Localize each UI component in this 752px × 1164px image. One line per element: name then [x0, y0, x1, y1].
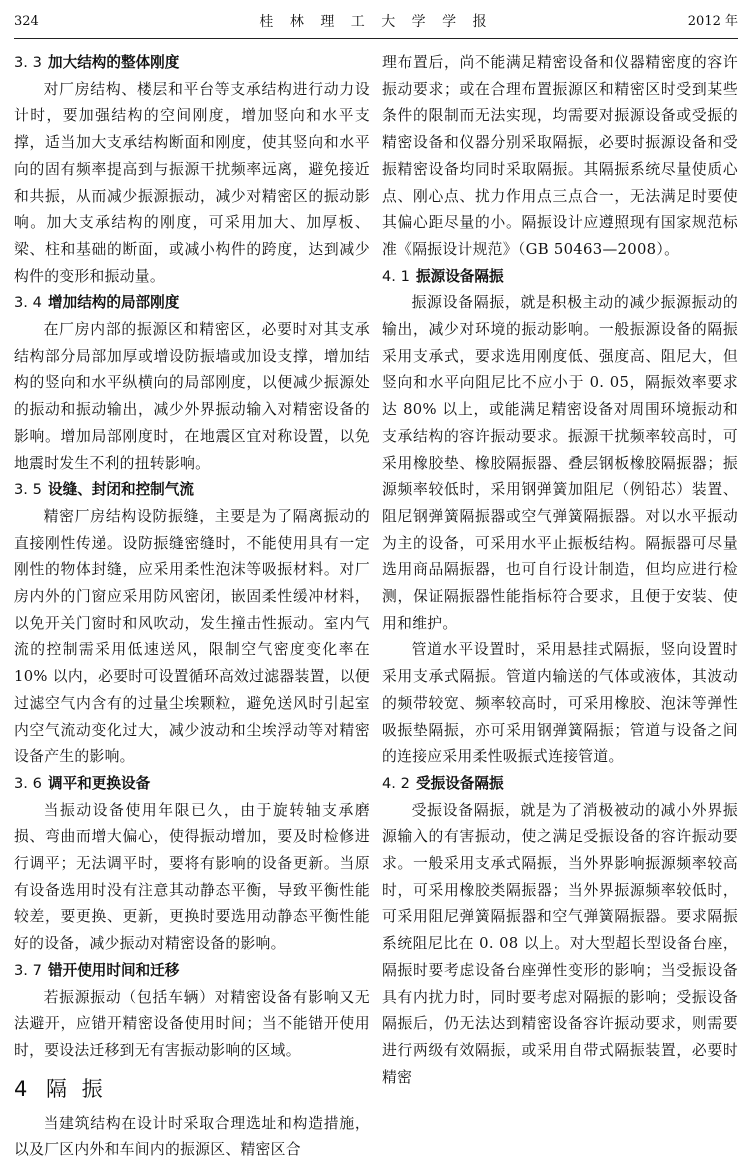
right-column: [382, 50, 738, 1091]
section-heading-4-2: [382, 771, 738, 798]
section-heading-3-3: [14, 50, 370, 77]
publication-year: 2012 年: [687, 14, 738, 29]
paragraph: 当振动设备使用年限已久，由于旋转轴支承磨损、弯曲而增大偏心，使得振动增加，要及时检修进行调平；无法调平时，要将有影响的设备更新。当原有设备选用时没有注意其动静态平衡，导致平衡性能较差，要更换、更新，更换时要选用动静态平衡性能好的设备，减少振动对精密设备的影响。: [14, 801, 370, 953]
paragraph-continued: 理布置后，尚不能满足精密设备和仪器精密度的容许振动要求；或在合理布置振源区和精密区时受到某些条件的限制而无法实现，均需要对振源设备或受振的精密设备和仪器分别采取隔振，必要时振源设备和受振精密设备均同时采取隔振。其隔振系统尽量使质心点、刚心点、扰力作用点三点合一，无法满足时要使其偏心距尽量的小。隔振设计应遵照现有国家规范标准《隔振设计规范》（GB 50463—2008）。: [382, 54, 738, 258]
section-title: 振源设备隔振: [416, 267, 504, 285]
section-title: 设缝、封闭和控制气流: [48, 481, 194, 499]
section-number: 4. 2: [382, 774, 410, 792]
section-title: 受振设备隔振: [416, 774, 504, 792]
left-column: [14, 50, 370, 1164]
chapter-title: 隔 振: [46, 1076, 107, 1101]
paragraph: 管道水平设置时，采用悬挂式隔振，竖向设置时采用支承式隔振。管道内输送的气体或液体，其波动的频带较宽、频率较高时，可采用橡胶、泡沫等弹性吸振垫隔振，亦可采用钢弹簧隔振；管道与设备之间的连接应采用柔性吸振式连接管道。: [382, 641, 738, 766]
paragraph: 若振源振动（包括车辆）对精密设备有影响又无法避开，应错开精密设备使用时间；当不能错开使用时，要设法迁移到无有害振动影响的区域。: [14, 988, 370, 1059]
running-header: [14, 8, 738, 39]
section-number: 3. 5: [14, 481, 42, 499]
section-heading-3-7: [14, 958, 370, 985]
section-title: 加大结构的整体刚度: [48, 54, 180, 71]
section-number: 3. 6: [14, 774, 42, 792]
paragraph: 在厂房内部的振源区和精密区，必要时对其支承结构部分局部加厚或增设防振墙或加设支撑，增加结构的竖向和水平纵横向的局部刚度，以便减少振源处的振动和振动输出，减少外界振动输入对精密设备的影响。增加局部刚度时，在地震区宜对称设置，以免地震时发生不利的扭转影响。: [14, 321, 370, 472]
section-number: 4. 1: [382, 267, 410, 285]
section-title: 调平和更换设备: [48, 774, 151, 792]
section-title: 增加结构的局部刚度: [48, 294, 180, 312]
section-number: 3. 7: [14, 961, 42, 979]
chapter-heading-4: [14, 1073, 370, 1105]
paragraph: 精密厂房结构设防振缝，主要是为了隔离振动的直接刚性传递。设防振缝密缝时，不能使用具有一定刚性的物体封缝，应采用柔性泡沫等吸振材料。对厂房内外的门窗应采用防风密闭，嵌固柔性缓冲材料，以免开关门窗时和风吹动，发生撞击性振动。室内气流的控制需采用低速送风，限制空气密度变化率在 10% 以内，必要时可设置循环高效过滤器装置，以便过滤空气内含有的过量尘埃颗粒，避免送风时引起室内空气流动变化过大，减少波动和尘埃浮动等对精密设备产生的影响。: [14, 507, 370, 766]
section-title: 错开使用时间和迁移: [48, 961, 180, 979]
section-heading-3-4: [14, 290, 370, 317]
page-number: 324: [14, 14, 39, 29]
paragraph: 当建筑结构在设计时采取合理选址和构造措施，以及厂区内外和车间内的振源区、精密区合: [14, 1114, 370, 1159]
section-heading-4-1: [382, 264, 738, 291]
journal-title: 桂 林 理 工 大 学 学 报: [259, 14, 493, 30]
paragraph: 对厂房结构、楼层和平台等支承结构进行动力设计时，要加强结构的空间刚度，增加竖向和水平支撑，适当加大支承结构断面和刚度，使其竖向和水平向的固有频率提高到与振源干扰频率远离，避免接近和共振，从而减少振源振动，减少对精密区的振动影响。加大支承结构的刚度，可采用加大、加厚板、梁、柱和基础的断面，或减小构件的跨度，达到减少构件的变形和振动量。: [14, 80, 370, 285]
section-heading-3-5: [14, 477, 370, 504]
section-number: 3. 4: [14, 294, 42, 312]
chapter-number: 4: [14, 1076, 32, 1101]
section-number: 3. 3: [14, 54, 42, 71]
paragraph: 受振设备隔振，就是为了消极被动的减小外界振源输入的有害振动，使之满足受振设备的容许振动要求。一般采用支承式隔振，当外界影响振源频率较高时，可采用橡胶类隔振器；当外界振源频率较低时，可采用阻尼弹簧隔振器和空气弹簧隔振器。要求隔振系统阻尼比在 0. 08 以上。对大型超长型设备台座，隔振时要考虑设备台座弹性变形的影响；当受振设备具有内扰力时，同时要考虑对隔振的影响；受振设备隔振后，仍无法达到精密设备容许振动要求，则需要进行两级有效隔振，或采用自带式隔振装置，必要时精密: [382, 801, 738, 1086]
section-heading-3-6: [14, 771, 370, 798]
paragraph: 振源设备隔振，就是积极主动的减少振源振动的输出，减少对环境的振动影响。一般振源设备的隔振采用支承式，要求选用刚度低、强度高、阻尼大，但竖向和水平向阻尼比不应小于 0. 05，隔振效率要求达 80% 以上，或能满足精密设备对周围环境振动和支承结构的容许振动要求。振源干扰频率较高时，可采用橡胶垫、橡胶隔振器、叠层钢板橡胶隔振器；振源频率较低时，采用钢弹簧加阻尼（例铅芯）装置、阻尼钢弹簧隔振器或空气弹簧隔振器。对以水平振动为主的设备，可采用水平止振板结构。隔振器可尽量选用商品隔振器，也可自行设计制造，但均应进行检测，保证隔振器性能指标符合要求，且便于安装、使用和维护。: [382, 294, 738, 632]
